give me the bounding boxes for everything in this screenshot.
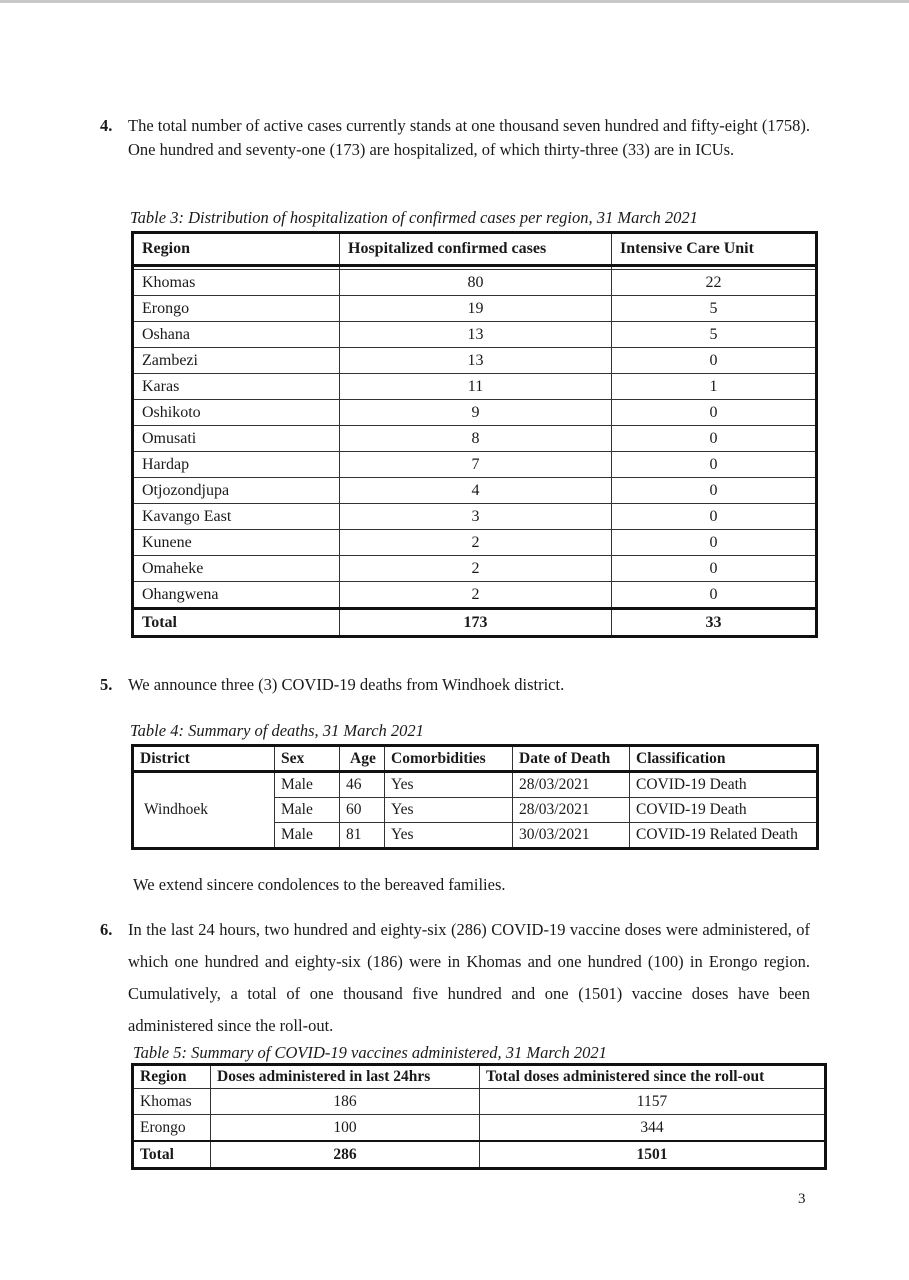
table-4-caption: Table 4: Summary of deaths, 31 March 2021: [130, 721, 424, 740]
hospitalized-cell: 8: [340, 426, 612, 452]
paragraph-4: [100, 114, 810, 162]
classification-cell: COVID-19 Death: [630, 772, 818, 798]
hospitalized-cell: 19: [340, 296, 612, 322]
region-cell: Omusati: [133, 426, 340, 452]
column-header-doses-24hrs: Doses administered in last 24hrs: [211, 1065, 480, 1089]
table-row: [133, 1115, 826, 1142]
icu-cell: 5: [612, 322, 817, 348]
region-cell: Oshana: [133, 322, 340, 348]
hospitalized-cell: 2: [340, 556, 612, 582]
paragraph-number: 5.: [100, 675, 113, 694]
icu-cell: 1: [612, 374, 817, 400]
hospitalized-cell: 2: [340, 530, 612, 556]
icu-cell: 5: [612, 296, 817, 322]
hospitalization-table: [131, 231, 818, 638]
column-header-district: District: [133, 746, 275, 772]
icu-cell: 0: [612, 452, 817, 478]
sex-cell: Male: [275, 823, 340, 849]
region-cell: Karas: [133, 374, 340, 400]
table-5-caption: Table 5: Summary of COVID-19 vaccines administered, 31 March 2021: [133, 1043, 607, 1062]
paragraph-text: In the last 24 hours, two hundred and eighty-six (286) COVID-19 vaccine doses were administered, of which one hundred and eighty-six (186) were in Khomas and one hundred (100) in Erongo region. Cumulatively, a total of one thousand five hundred and one (1501) vaccine doses have been administered since the roll-out.: [128, 920, 810, 1035]
table-header-row: [133, 746, 818, 772]
total-label: Total: [133, 1141, 211, 1169]
column-header-region: Region: [133, 1065, 211, 1089]
hospitalized-cell: 9: [340, 400, 612, 426]
table-row: [133, 374, 817, 400]
doses-24hrs-cell: 100: [211, 1115, 480, 1142]
hospitalized-cell: 13: [340, 322, 612, 348]
hospitalized-cell: 13: [340, 348, 612, 374]
region-cell: Kavango East: [133, 504, 340, 530]
classification-cell: COVID-19 Related Death: [630, 823, 818, 849]
district-cell: Windhoek: [133, 772, 275, 849]
table-row: [133, 426, 817, 452]
icu-cell: 0: [612, 400, 817, 426]
icu-cell: 0: [612, 530, 817, 556]
paragraph-6: [100, 914, 810, 1042]
paragraph-number: 6.: [100, 920, 113, 939]
table-total-row: [133, 1141, 826, 1169]
table-row: [133, 772, 818, 798]
condolences-text: We extend sincere condolences to the bereaved families.: [133, 875, 506, 894]
hospitalized-cell: 3: [340, 504, 612, 530]
paragraph-text: The total number of active cases currently stands at one thousand seven hundred and fifty-eight (1758). One hundred and seventy-one (173) are hospitalized, of which thirty-three (33) are in ICUs.: [128, 116, 810, 159]
vaccines-table: [131, 1063, 827, 1170]
table-row: [133, 452, 817, 478]
total-doses-24hrs: 286: [211, 1141, 480, 1169]
icu-cell: 0: [612, 348, 817, 374]
table-row: [133, 270, 817, 296]
table-row: [133, 322, 817, 348]
table-row: [133, 1089, 826, 1115]
total-doses-cell: 344: [480, 1115, 826, 1142]
comorbidities-cell: Yes: [385, 823, 513, 849]
icu-cell: 0: [612, 582, 817, 609]
hospitalized-cell: 2: [340, 582, 612, 609]
date-of-death-cell: 28/03/2021: [513, 798, 630, 823]
table-row: [133, 582, 817, 609]
classification-cell: COVID-19 Death: [630, 798, 818, 823]
column-header-comorbidities: Comorbidities: [385, 746, 513, 772]
column-header-date-of-death: Date of Death: [513, 746, 630, 772]
table-header-row: [133, 233, 817, 266]
region-cell: Khomas: [133, 270, 340, 296]
region-cell: Oshikoto: [133, 400, 340, 426]
page-number: 3: [798, 1191, 806, 1207]
column-header-hospitalized: Hospitalized confirmed cases: [340, 233, 612, 266]
region-cell: Zambezi: [133, 348, 340, 374]
total-label: Total: [133, 609, 340, 637]
region-cell: Hardap: [133, 452, 340, 478]
deaths-table: [131, 744, 819, 850]
hospitalized-cell: 11: [340, 374, 612, 400]
sex-cell: Male: [275, 798, 340, 823]
table-row: [133, 504, 817, 530]
region-cell: Erongo: [133, 296, 340, 322]
icu-cell: 22: [612, 270, 817, 296]
icu-cell: 0: [612, 478, 817, 504]
region-cell: Omaheke: [133, 556, 340, 582]
table-row: [133, 348, 817, 374]
total-icu: 33: [612, 609, 817, 637]
comorbidities-cell: Yes: [385, 772, 513, 798]
sex-cell: Male: [275, 772, 340, 798]
table-row: [133, 400, 817, 426]
age-cell: 81: [340, 823, 385, 849]
region-cell: Ohangwena: [133, 582, 340, 609]
page-top-edge: [0, 0, 909, 3]
column-header-age: Age: [340, 746, 385, 772]
table-row: [133, 296, 817, 322]
icu-cell: 0: [612, 556, 817, 582]
paragraph-number: 4.: [100, 116, 113, 135]
icu-cell: 0: [612, 426, 817, 452]
icu-cell: 0: [612, 504, 817, 530]
total-doses-rollout: 1501: [480, 1141, 826, 1169]
doses-24hrs-cell: 186: [211, 1089, 480, 1115]
table-3-caption: Table 3: Distribution of hospitalization of confirmed cases per region, 31 March 2021: [130, 208, 698, 227]
total-hospitalized: 173: [340, 609, 612, 637]
table-total-row: [133, 609, 817, 637]
table-row: [133, 478, 817, 504]
column-header-icu: Intensive Care Unit: [612, 233, 817, 266]
paragraph-5: [100, 673, 810, 697]
region-cell: Erongo: [133, 1115, 211, 1142]
age-cell: 46: [340, 772, 385, 798]
region-cell: Kunene: [133, 530, 340, 556]
column-header-region: Region: [133, 233, 340, 266]
total-doses-cell: 1157: [480, 1089, 826, 1115]
date-of-death-cell: 30/03/2021: [513, 823, 630, 849]
hospitalized-cell: 80: [340, 270, 612, 296]
region-cell: Otjozondjupa: [133, 478, 340, 504]
region-cell: Khomas: [133, 1089, 211, 1115]
age-cell: 60: [340, 798, 385, 823]
column-header-sex: Sex: [275, 746, 340, 772]
table-row: [133, 530, 817, 556]
hospitalized-cell: 4: [340, 478, 612, 504]
table-header-row: [133, 1065, 826, 1089]
paragraph-text: We announce three (3) COVID-19 deaths from Windhoek district.: [128, 675, 565, 694]
comorbidities-cell: Yes: [385, 798, 513, 823]
column-header-total-doses: Total doses administered since the roll-out: [480, 1065, 826, 1089]
hospitalized-cell: 7: [340, 452, 612, 478]
column-header-classification: Classification: [630, 746, 818, 772]
date-of-death-cell: 28/03/2021: [513, 772, 630, 798]
table-row: [133, 556, 817, 582]
